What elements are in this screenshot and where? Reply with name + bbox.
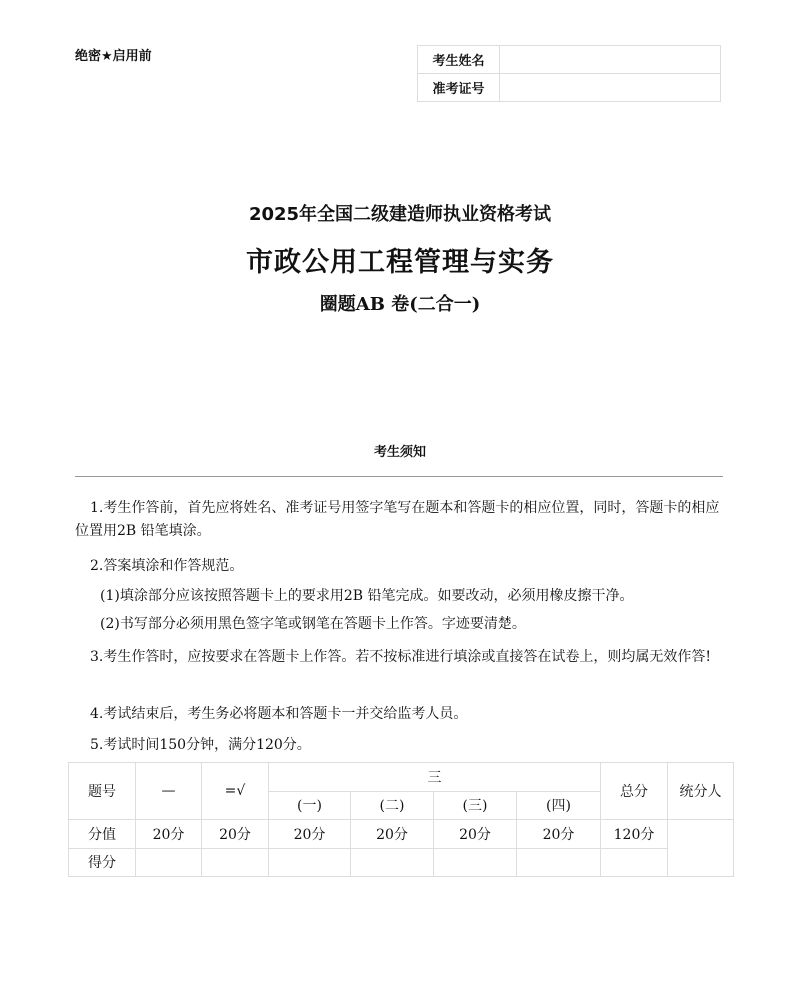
notice-item: 1.考生作答前，首先应将姓名、准考证号用签字笔写在题本和答题卡的相应位置，同时，答题卡的相应位置用2B 铅笔填涂。 <box>75 500 720 539</box>
candidate-info-table <box>417 45 721 102</box>
header-scorer: 统分人 <box>668 763 734 820</box>
notice-item: 5.考试时间150分钟，满分120分。 <box>90 737 311 753</box>
value-cell: 20分 <box>269 820 351 849</box>
score-cell[interactable] <box>517 848 601 877</box>
value-cell: 20分 <box>351 820 434 849</box>
table-row <box>69 848 734 877</box>
header-part-1: — <box>136 763 202 820</box>
score-cell[interactable] <box>351 848 434 877</box>
notice-item: (1)填涂部分应该按照答题卡上的要求用2B 铅笔完成。如要改动，必须用橡皮擦干净。 <box>100 588 634 604</box>
id-field[interactable] <box>500 74 721 102</box>
id-label: 准考证号 <box>418 74 500 102</box>
score-cell[interactable] <box>269 848 351 877</box>
header-sub-3: (三) <box>434 791 517 820</box>
score-cell[interactable] <box>601 848 668 877</box>
confidential-label: 绝密★启用前 <box>75 49 152 64</box>
exam-title: 2025年全国二级建造师执业资格考试 <box>248 204 552 225</box>
score-cell[interactable] <box>136 848 202 877</box>
score-cell[interactable] <box>202 848 269 877</box>
notice-item: 2.答案填涂和作答规范。 <box>90 558 244 574</box>
name-label: 考生姓名 <box>418 46 500 74</box>
notice-item: 3.考生作答时，应按要求在答题卡上作答。若不按标准进行填涂或直接答在试卷上，则均属无效作答! <box>90 649 711 665</box>
value-cell: 20分 <box>434 820 517 849</box>
value-cell: 20分 <box>136 820 202 849</box>
header-sub-1: (一) <box>269 791 351 820</box>
scorer-cell[interactable] <box>668 820 734 877</box>
score-table <box>68 762 734 877</box>
header-total: 总分 <box>601 763 668 820</box>
value-label: 分值 <box>69 820 136 849</box>
score-cell[interactable] <box>434 848 517 877</box>
header-question-no: 题号 <box>69 763 136 820</box>
value-cell: 20分 <box>517 820 601 849</box>
header-part-2: =√ <box>202 763 269 820</box>
score-label: 得分 <box>69 848 136 877</box>
value-cell: 120分 <box>601 820 668 849</box>
divider <box>75 476 723 477</box>
notice-item: (2)书写部分必须用黑色签字笔或钢笔在答题卡上作答。字迹要清楚。 <box>100 616 526 632</box>
header-sub-4: (四) <box>517 791 601 820</box>
notice-heading: 考生须知 <box>373 445 426 460</box>
table-row <box>69 820 734 849</box>
header-sub-2: (二) <box>351 791 434 820</box>
header-part-3: 三 <box>269 763 601 792</box>
name-field[interactable] <box>500 46 721 74</box>
value-cell: 20分 <box>202 820 269 849</box>
notice-item: 4.考试结束后，考生务必将题本和答题卡一并交给监考人员。 <box>90 706 468 722</box>
paper-subtitle: 圈题AB 卷(二合一) <box>319 294 481 315</box>
subject-title: 市政公用工程管理与实务 <box>246 247 554 278</box>
